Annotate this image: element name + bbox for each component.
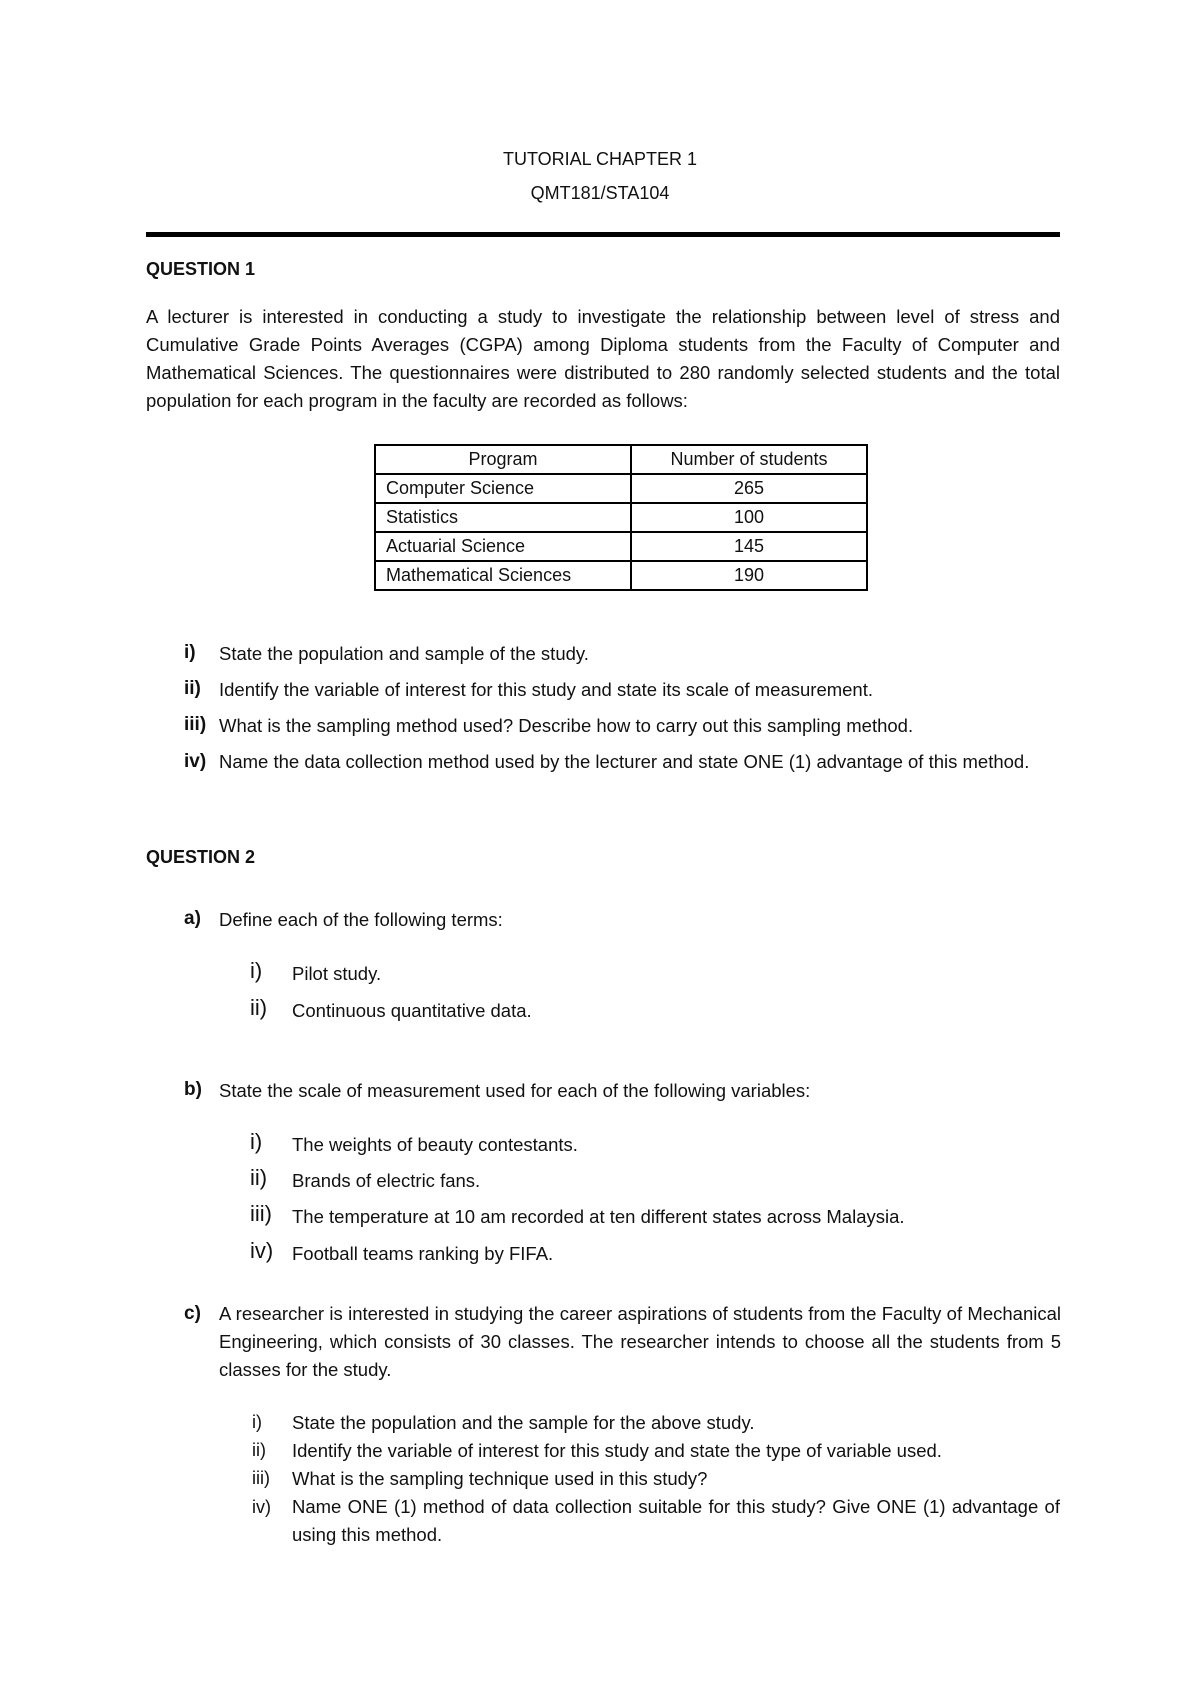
q2b-item-text: Brands of electric fans. xyxy=(292,1170,481,1191)
q1-item-text: What is the sampling method used? Describe how to carry out this sampling method. xyxy=(219,715,914,736)
q2b-item-text: The weights of beauty contestants. xyxy=(292,1134,578,1155)
header-divider xyxy=(146,232,1060,237)
q2c-item-text: State the population and the sample for the above study. xyxy=(292,1412,755,1433)
question-1-intro: A lecturer is interested in conducting a study to investigate the relationship between level of stress and Cumulative Grade Points Averages (CGPA) among Diploma students from the Faculty of Computer and Mathematical Sciences. The questionnaires were distributed to 280 randomly selected students and the total population for each program in the faculty are recorded as follows: xyxy=(146,306,1060,411)
table-cell-count: 145 xyxy=(631,532,867,561)
q2c-item-text: What is the sampling technique used in this study? xyxy=(292,1468,708,1489)
table-header-program: Program xyxy=(375,445,631,474)
q2c-item-marker: i) xyxy=(252,1412,262,1432)
document-title: TUTORIAL CHAPTER 1 xyxy=(502,149,698,169)
q1-item-marker: i) xyxy=(184,642,196,663)
q2c-item-marker: iii) xyxy=(252,1468,270,1488)
q2-part-marker: a) xyxy=(184,908,201,929)
table-cell-count: 265 xyxy=(631,474,867,503)
course-code: QMT181/STA104 xyxy=(530,183,670,203)
table-header-count: Number of students xyxy=(631,445,867,474)
table-header-row xyxy=(375,445,867,474)
q2b-item-text: The temperature at 10 am recorded at ten different states across Malaysia. xyxy=(292,1206,905,1227)
table-row xyxy=(375,474,867,503)
q1-item-marker: iv) xyxy=(184,751,207,772)
q2-part-text: A researcher is interested in studying the career aspirations of students from the Faculty of Mechanical Engineering, which consists of 30 classes. The researcher intends to choose all the students from 5 classes for the study. xyxy=(219,1303,1061,1380)
q2b-item-marker: ii) xyxy=(250,1165,268,1190)
table-row xyxy=(375,503,867,532)
q2-part-marker: b) xyxy=(184,1079,202,1100)
table-cell-program: Actuarial Science xyxy=(375,532,631,561)
q2c-item-text: Identify the variable of interest for this study and state the type of variable used. xyxy=(292,1440,942,1461)
q2b-item-marker: iv) xyxy=(250,1238,274,1263)
table-cell-count: 190 xyxy=(631,561,867,590)
q2c-item-marker: iv) xyxy=(252,1497,271,1517)
table-row xyxy=(375,532,867,561)
q2a-item-marker: i) xyxy=(250,958,263,983)
q1-item-text: Name the data collection method used by the lecturer and state ONE (1) advantage of this method. xyxy=(219,751,1030,772)
table-cell-count: 100 xyxy=(631,503,867,532)
q2a-item-text: Pilot study. xyxy=(292,963,382,984)
q2a-item-text: Continuous quantitative data. xyxy=(292,1000,532,1021)
q1-item-marker: ii) xyxy=(184,678,201,699)
q2-part-marker: c) xyxy=(184,1303,201,1324)
question-1-heading: QUESTION 1 xyxy=(146,259,256,279)
q1-item-text: State the population and sample of the study. xyxy=(219,643,589,664)
table-cell-program: Computer Science xyxy=(375,474,631,503)
q2a-item-marker: ii) xyxy=(250,995,268,1020)
q2-part-text: State the scale of measurement used for each of the following variables: xyxy=(219,1080,811,1101)
table-cell-program: Statistics xyxy=(375,503,631,532)
program-table xyxy=(374,444,868,591)
q1-item-text: Identify the variable of interest for this study and state its scale of measurement. xyxy=(219,679,873,700)
q2b-item-text: Football teams ranking by FIFA. xyxy=(292,1243,554,1264)
question-2-heading: QUESTION 2 xyxy=(146,847,256,867)
q2-part-text: Define each of the following terms: xyxy=(219,909,503,930)
q2b-item-marker: i) xyxy=(250,1129,263,1154)
table-row xyxy=(375,561,867,590)
table-cell-program: Mathematical Sciences xyxy=(375,561,631,590)
q1-item-marker: iii) xyxy=(184,714,207,735)
q2c-item-marker: ii) xyxy=(252,1440,266,1460)
q2b-item-marker: iii) xyxy=(250,1201,272,1226)
q2c-item-text: Name ONE (1) method of data collection suitable for this study? Give ONE (1) advantage of using this method. xyxy=(292,1496,1060,1545)
